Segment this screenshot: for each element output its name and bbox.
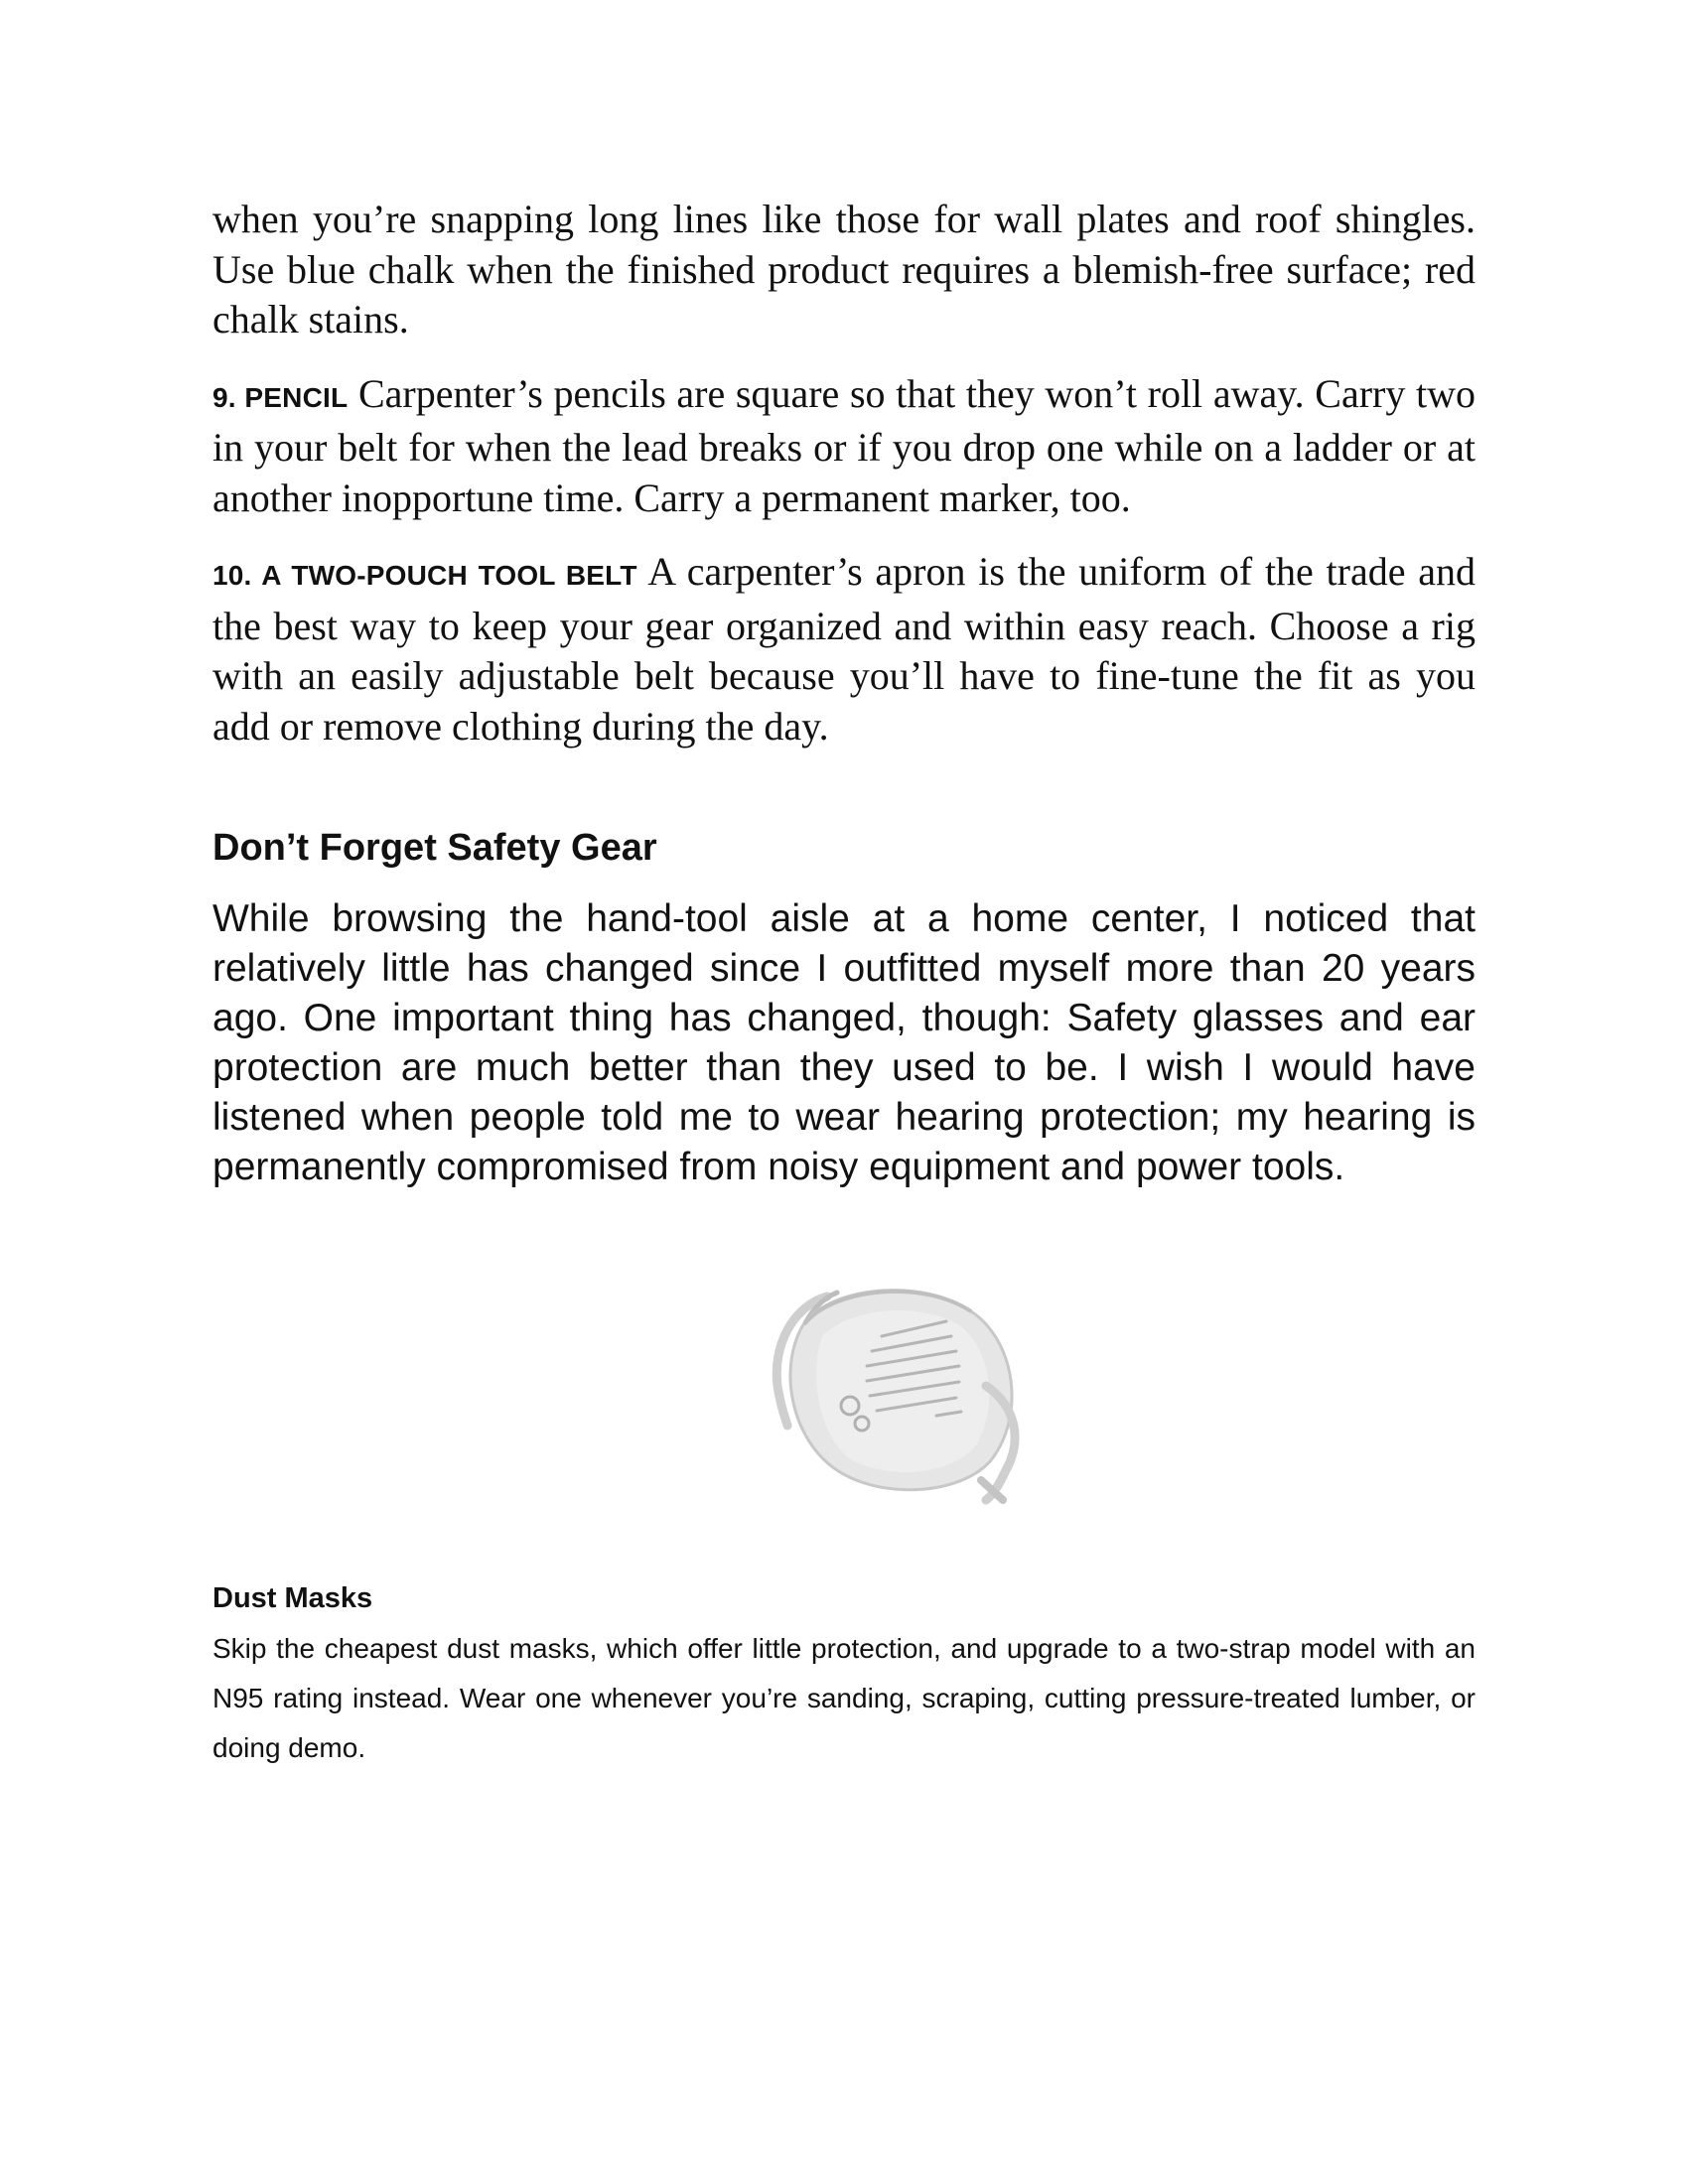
tool-belt-label: 10. A TWO-POUCH TOOL BELT bbox=[212, 560, 637, 591]
safety-gear-paragraph: While browsing the hand-tool aisle at a home center, I noticed that relatively little has changed since I outfitted myself more than 20 years ago. One important thing has changed, though: Safety glasses and ear protection are much better than they used to be. I wish I would have listened when people told me to wear hearing protection; my hearing is permanently compromised from noisy equipment and power tools. bbox=[212, 897, 1476, 1188]
dust-masks-text: Skip the cheapest dust masks, which offer little protection, and upgrade to a two-strap model with an N95 rating instead. Wear one whenever you’re sanding, scraping, cutting pressure-treated lumber, or doing demo. bbox=[212, 1633, 1476, 1763]
pencil-label: 9. PENCIL bbox=[212, 381, 349, 413]
dust-masks-title: Dust Masks bbox=[212, 1582, 373, 1614]
safety-gear-heading: Don’t Forget Safety Gear bbox=[212, 827, 657, 869]
chalk-paragraph: when you’re snapping long lines like those for wall plates and roof shingles. Use blue chalk when the finished product requires a blemish-free surface; red chalk stains. bbox=[212, 197, 1476, 341]
pencil-paragraph bbox=[212, 369, 1476, 524]
tool-belt-text: A carpenter’s apron is the uniform of the trade and the best way to keep your gear organized and within easy reach. Choose a rig with an easily adjustable belt because you’ll have to fine-tune the fit as you add or remove clothing during the day. bbox=[212, 549, 1476, 749]
dust-mask-figure bbox=[733, 1267, 1041, 1515]
dust-mask-icon bbox=[733, 1267, 1041, 1515]
pencil-text: Carpenter’s pencils are square so that they won’t roll away. Carry two in your belt for when the lead breaks or if you drop one while on a ladder or at another inopportune time. Carry a permanent marker, too. bbox=[212, 370, 1477, 520]
page-content bbox=[212, 195, 1476, 1192]
tool-belt-paragraph bbox=[212, 547, 1476, 751]
